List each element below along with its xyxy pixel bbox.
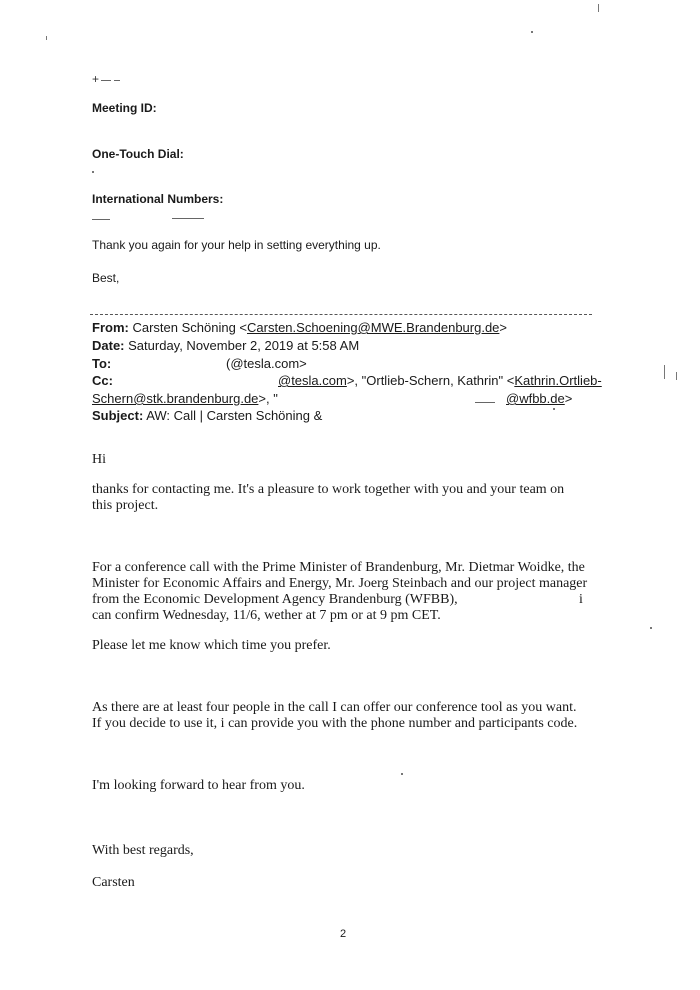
to-label-line [92, 355, 111, 373]
scan-speck [401, 773, 403, 775]
paragraph-4: As there are at least four people in the call I can offer our conference tool as you want. If you decide to use it, i can provide you with the phone number and participants code. [92, 700, 578, 731]
from-email-link[interactable]: Carsten.Schoening@MWE.Brandenburg.de [247, 320, 500, 335]
signature: Carsten [92, 875, 135, 890]
email-separator [90, 314, 592, 315]
page-number: 2 [340, 928, 347, 940]
international-numbers-label: International Numbers: [92, 192, 224, 206]
paragraph-2-line-2: Minister for Economic Affairs and Energy, Mr. Joerg Steinbach and our project manager [92, 576, 588, 591]
cc-line-2-end: @wfbb.de> [506, 391, 573, 406]
closing: With best regards, [92, 843, 194, 858]
cc-kathrin-email-link-b[interactable]: Schern@stk.brandenburg.de [92, 391, 259, 406]
scan-speck [676, 372, 677, 380]
scan-speck [531, 31, 533, 33]
paragraph-1: thanks for contacting me. It's a pleasure to work together with you and your team on this project. [92, 482, 565, 513]
meeting-id-label: Meeting ID: [92, 101, 157, 115]
paragraph-2-fragment: i [579, 592, 583, 607]
from-label: From: [92, 320, 129, 335]
subject-value: AW: Call | Carsten Schöning & [146, 408, 323, 423]
scan-speck [92, 171, 94, 173]
to-value[interactable]: (@tesla.com> [226, 356, 307, 371]
redaction-dash [114, 80, 120, 81]
date-label: Date: [92, 338, 125, 353]
from-name: Carsten Schöning < [132, 320, 248, 335]
paragraph-2-line-1: For a conference call with the Prime Minister of Brandenburg, Mr. Dietmar Woidke, the [92, 560, 585, 575]
cc-line-2: Schern@stk.brandenburg.de>, " [92, 391, 278, 406]
thank-you-line: Thank you again for your help in setting everything up. [92, 238, 381, 252]
cc-label-line [92, 372, 113, 390]
cc-tesla-email-link[interactable]: @tesla.com [278, 373, 347, 388]
greeting: Hi [92, 452, 106, 467]
scan-speck [650, 627, 652, 629]
best-sign-off: Best, [92, 271, 120, 285]
subject-label: Subject: [92, 408, 144, 423]
paragraph-2-line-4: can confirm Wednesday, 11/6, wether at 7 pm or at 9 pm CET. [92, 608, 441, 623]
scan-speck [46, 36, 47, 40]
paragraph-2-line-3: from the Economic Development Agency Brandenburg (WFBB), [92, 592, 458, 607]
redaction-dash [172, 218, 204, 219]
redaction-dash [92, 219, 110, 220]
from-line: From: Carsten Schöning <Carsten.Schoening@MWE.Brandenburg.de> [92, 320, 507, 335]
cc-line-1: @tesla.com>, "Ortlieb-Schern, Kathrin" <Kathrin.Ortlieb- [278, 373, 602, 388]
scan-speck [553, 408, 555, 410]
to-label: To: [92, 356, 112, 371]
plus-line: + [92, 72, 100, 86]
scan-speck [664, 365, 665, 379]
one-touch-dial-label: One-Touch Dial: [92, 147, 184, 161]
scan-speck [598, 4, 599, 12]
redaction-dash [475, 402, 495, 403]
paragraph-3: Please let me know which time you prefer. [92, 638, 331, 653]
paragraph-5: I'm looking forward to hear from you. [92, 778, 305, 793]
date-value: Saturday, November 2, 2019 at 5:58 AM [128, 338, 360, 353]
redaction-dash [101, 80, 111, 81]
cc-wfbb-email-link[interactable]: @wfbb.de [506, 391, 565, 406]
cc-label: Cc: [92, 373, 113, 388]
cc-kathrin-email-link-a[interactable]: Kathrin.Ortlieb- [514, 373, 602, 388]
subject-line [92, 407, 322, 425]
date-line [92, 337, 359, 355]
